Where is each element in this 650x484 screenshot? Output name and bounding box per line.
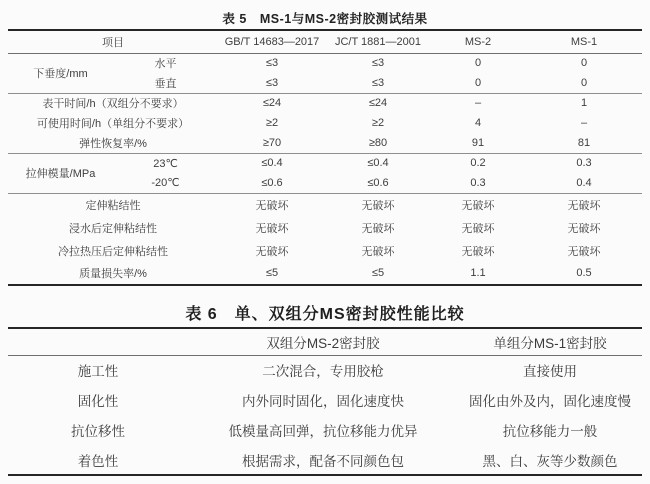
table-row — [8, 153, 642, 173]
table-cell: 81 — [526, 133, 642, 153]
row-label: 表干时间/h（双组分不要求） — [42, 98, 184, 111]
table-row — [8, 239, 642, 262]
table-cell: ≤0.6 — [326, 173, 430, 193]
table-cell: 无破坏 — [567, 222, 601, 235]
table6-header-row — [8, 328, 642, 355]
table-row — [8, 216, 642, 239]
table-cell: 无破坏 — [461, 245, 495, 258]
table-row — [8, 133, 642, 153]
table6 — [8, 327, 642, 476]
table-cell: ≤5 — [265, 267, 279, 279]
table-cell: 无破坏 — [461, 222, 495, 235]
table-cell: 无破坏 — [567, 245, 601, 258]
row-sub-label: -20℃ — [113, 173, 218, 193]
table-row — [8, 385, 642, 415]
table-cell: 无破坏 — [255, 222, 289, 235]
table-cell: ≤0.4 — [367, 157, 389, 170]
table6-header-ms2: 双组分MS-2密封胶 — [188, 328, 458, 355]
table5-header-gbt: GB/T 14683—2017 — [218, 30, 326, 53]
table-cell: 无破坏 — [567, 199, 601, 212]
table-cell: ≥2 — [265, 117, 279, 129]
table-cell: 低模量高回弹，抗位移能力优异 — [228, 424, 418, 439]
table-cell: 0.5 — [576, 267, 592, 279]
table-cell: 无破坏 — [361, 199, 395, 212]
table5-header-ms2: MS-2 — [430, 30, 526, 53]
table-row — [8, 53, 642, 73]
table-cell: 1.1 — [470, 267, 486, 279]
table6-header-ms1: 单组分MS-1密封胶 — [458, 328, 642, 355]
table-cell: 根据需求，配备不同颜色包 — [242, 453, 404, 469]
table-cell: 0.3 — [430, 173, 526, 193]
row-label: 质量损失率/% — [79, 268, 147, 280]
table-cell: ≤0.6 — [218, 173, 326, 193]
table-cell: 0 — [474, 57, 482, 70]
table5-header-ms1: MS-1 — [526, 30, 642, 53]
table-cell: ≤3 — [218, 73, 326, 93]
row-sub-label: 23℃ — [153, 157, 178, 170]
row-label: 固化性 — [77, 394, 119, 409]
table5 — [8, 29, 642, 286]
table-cell: 黑、白、灰等少数颜色 — [482, 453, 618, 469]
table-cell: 二次混合，专用胶枪 — [262, 364, 384, 380]
table-row — [8, 113, 642, 133]
table-cell: ≥2 — [371, 117, 385, 129]
row-label: 浸水后定伸粘结性 — [69, 222, 157, 235]
table-cell: 0.4 — [526, 173, 642, 193]
table-cell: 4 — [474, 117, 482, 129]
table-cell: 0 — [526, 73, 642, 93]
row-label: 弹性恢复率/% — [8, 133, 218, 153]
table-cell: 无破坏 — [255, 199, 289, 212]
table-cell: 无破坏 — [361, 222, 395, 235]
table-cell: ≤3 — [371, 57, 385, 70]
table-cell: – — [474, 97, 482, 110]
table-cell: 1 — [580, 97, 588, 110]
table-cell: ≤24 — [368, 97, 388, 110]
table-cell: ≤3 — [326, 73, 430, 93]
table-cell: ≤3 — [265, 57, 279, 70]
row-label: 可使用时间/h（单组分不要求） — [36, 118, 190, 130]
table-cell: 91 — [430, 133, 526, 153]
row-label: 施工性 — [77, 364, 119, 380]
row-label: 抗位移性 — [71, 424, 125, 439]
table-cell: ≥80 — [326, 133, 430, 153]
table-row — [8, 262, 642, 285]
table-cell: 0.2 — [470, 157, 486, 170]
table-cell: ≥70 — [218, 133, 326, 153]
table5-title: 表 5 MS-1与MS-2密封胶测试结果 — [222, 12, 428, 26]
table-cell: 抗位移能力一般 — [502, 424, 598, 439]
table-row — [8, 445, 642, 475]
table5-header-item: 项目 — [8, 30, 218, 53]
table-cell: 内外同时固化，固化速度快 — [242, 394, 404, 409]
row-sub-label: 水平 — [154, 58, 177, 71]
table-row — [8, 93, 642, 113]
row-group-label: 拉伸模量/MPa — [8, 153, 113, 193]
table-cell: 0 — [580, 57, 588, 70]
table-cell: – — [580, 117, 588, 129]
table-cell: ≤5 — [371, 267, 385, 279]
table-row — [8, 193, 642, 216]
table-cell: ≤0.4 — [261, 157, 283, 170]
row-label: 定伸粘结性 — [85, 199, 141, 212]
table-cell: 无破坏 — [461, 199, 495, 212]
table-cell: 直接使用 — [523, 364, 577, 380]
table5-header-jct: JC/T 1881—2001 — [326, 30, 430, 53]
table-cell: 固化由外及内，固化速度慢 — [469, 394, 631, 409]
table5-header-row — [8, 30, 642, 53]
row-label: 着色性 — [77, 453, 119, 469]
table-cell: ≤24 — [262, 97, 282, 110]
table6-title: 表 6 单、双组分MS密封胶性能比较 — [185, 306, 465, 323]
table-row — [8, 355, 642, 385]
row-group-label: 下垂度/mm — [8, 53, 113, 93]
table6-header-empty — [8, 328, 188, 355]
row-label: 冷拉热压后定伸粘结性 — [58, 245, 168, 258]
table-cell: 无破坏 — [361, 245, 395, 258]
row-sub-label: 垂直 — [113, 73, 218, 93]
table-cell: 无破坏 — [255, 245, 289, 258]
table-cell: 0.3 — [576, 157, 592, 170]
table-cell: 0 — [430, 73, 526, 93]
table-row — [8, 415, 642, 445]
